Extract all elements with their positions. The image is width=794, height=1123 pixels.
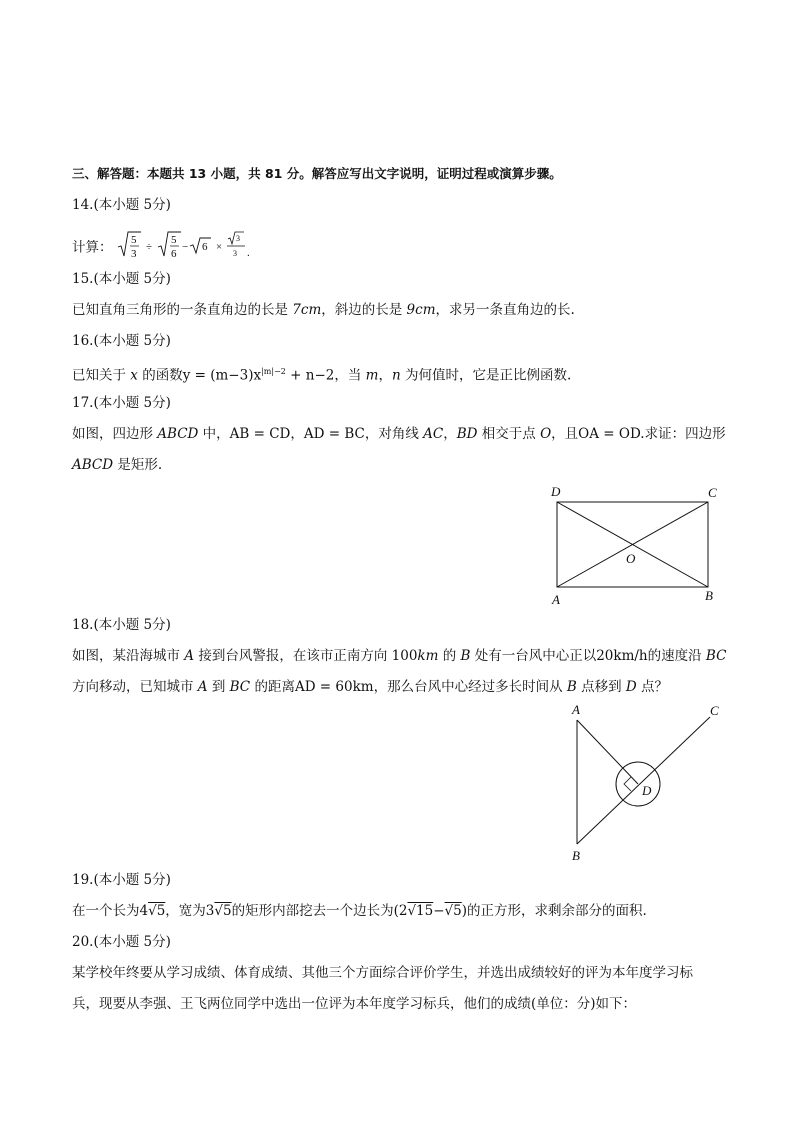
question-20-line2: 兵，现要从李强、王飞两位同学中选出一位评为本年度学习标兵，他们的成绩(单位：分)如下： <box>72 996 637 1012</box>
question-19-header: 19.(本小题 5分) <box>72 872 171 888</box>
text-segment: 的函数 <box>137 367 183 384</box>
segment-ad <box>577 720 638 784</box>
minus-sign: − <box>181 241 189 253</box>
label-o: O <box>626 551 636 566</box>
radical-15: √15 <box>407 903 434 919</box>
var-bd: BD <box>456 426 478 442</box>
text-segment: 为何值时，它是正比例函数. <box>400 367 572 384</box>
radical-sign <box>190 238 211 253</box>
text-segment: 点？ <box>636 679 669 695</box>
radical-5: √5 <box>148 903 166 919</box>
var-a: A <box>197 679 208 695</box>
text-segment: 到 <box>207 679 230 695</box>
text-segment: )的正方形，求剩余部分的面积. <box>461 903 647 919</box>
text-segment: ，宽为3 <box>165 903 215 919</box>
function-tail: + n−2 <box>285 367 335 384</box>
label-b: B <box>572 848 580 863</box>
label-d: D <box>551 484 561 499</box>
var-d: D <box>625 679 637 695</box>
text-segment: 是矩形. <box>113 457 163 473</box>
question-14-header: 14.(本小题 5分) <box>72 197 171 213</box>
question-15-header: 15.(本小题 5分) <box>72 271 171 287</box>
label-b: B <box>705 588 713 603</box>
separator: ， <box>443 426 457 442</box>
radicand: 6 <box>201 241 208 253</box>
text-segment: 处有一台风中心正以20km/h的速度沿 <box>470 648 706 664</box>
typhoon-figure <box>560 700 740 868</box>
text-segment: 已知直角三角形的一条直角边的长是 <box>72 302 293 318</box>
text-segment: 方向移动，已知城市 <box>72 679 198 695</box>
distance-value: 100 <box>391 648 418 664</box>
radical-5: √5 <box>444 903 462 919</box>
text-segment: ，求另一条直角边的长. <box>435 302 575 318</box>
question-18-line1 <box>72 646 726 666</box>
var-a: A <box>184 648 195 664</box>
segment-bc <box>577 717 710 844</box>
text-segment: 相交于点 <box>477 426 541 442</box>
period: . <box>246 247 250 259</box>
frac-den: 6 <box>170 248 177 260</box>
question-17-header: 17.(本小题 5分) <box>72 395 171 411</box>
text-segment: 的矩形内部挖去一个边长为(2 <box>231 903 408 919</box>
label-a: A <box>552 592 560 607</box>
var-bc: BC <box>705 648 727 664</box>
var-m: m <box>365 367 379 384</box>
value-9cm: 9cm <box>406 302 436 318</box>
question-20-header: 20.(本小题 5分) <box>72 934 171 950</box>
times-sign: × <box>215 241 223 253</box>
var-b: B <box>566 679 577 695</box>
question-17-line2 <box>72 455 162 475</box>
text-segment: 如图，某沿海城市 <box>72 648 185 664</box>
question-20-line1: 某学校年终要从学习成绩、体育成绩、其他三个方面综合评价学生，并选出成绩较好的评为本年度学习标 <box>72 965 693 981</box>
var-bc: BC <box>229 679 251 695</box>
question-15-body <box>72 300 575 320</box>
function-expression: y = (m−3)x <box>182 367 262 384</box>
question-19-body <box>72 901 647 921</box>
var-o: O <box>540 426 552 442</box>
frac-num: 5 <box>130 234 137 246</box>
text-segment: 的距离AD = 60km，那么台风中心经过多长时间从 <box>250 679 567 695</box>
q14-prefix: 计算： <box>72 239 113 256</box>
distance-unit: km <box>417 648 439 664</box>
text-segment: 的 <box>438 648 461 664</box>
right-angle-mark <box>624 777 631 791</box>
var-abcd: ABCD <box>157 426 199 442</box>
question-16-header: 16.(本小题 5分) <box>72 333 171 349</box>
rectangle-figure <box>540 480 730 610</box>
text-segment: 已知关于 <box>72 367 131 384</box>
frac-num: 5 <box>170 234 177 246</box>
question-16-body <box>72 362 571 386</box>
question-18-line2 <box>72 677 668 697</box>
radical-5: √5 <box>214 903 232 919</box>
exponent: |m|−2 <box>261 367 286 376</box>
value-7cm: 7cm <box>292 302 322 318</box>
label-d: D <box>642 783 652 798</box>
label-c: C <box>708 485 717 500</box>
var-n: n <box>391 367 401 384</box>
div-sign: ÷ <box>145 241 152 253</box>
q14-expression <box>117 229 267 263</box>
text-segment: 点移到 <box>576 679 626 695</box>
var-b: B <box>460 648 471 664</box>
minus-sign: − <box>433 903 445 919</box>
section-title: 三、解答题：本题共 13 小题，共 81 分。解答应写出文字说明，证明过程或演算步骤。 <box>72 166 562 181</box>
text-segment: ，当 <box>334 367 366 384</box>
text-segment: ，且OA = OD.求证：四边形 <box>551 426 726 442</box>
radical-sign <box>118 232 141 256</box>
question-14-body <box>72 231 267 265</box>
text-segment: 在一个长为4 <box>72 903 149 919</box>
var-x: x <box>130 367 138 384</box>
label-a: A <box>572 702 580 717</box>
var-ac: AC <box>423 426 444 442</box>
frac-den: 3 <box>232 249 237 258</box>
text-segment: 如图，四边形 <box>72 426 158 442</box>
text-segment: 中，AB = CD，AD = BC，对角线 <box>198 426 424 442</box>
radical-sign <box>158 232 181 256</box>
frac-den: 3 <box>130 248 137 260</box>
question-17-line1 <box>72 424 726 444</box>
text-segment: ，斜边的长是 <box>321 302 407 318</box>
frac-num: 3 <box>235 234 240 243</box>
question-18-header: 18.(本小题 5分) <box>72 617 171 633</box>
label-c: C <box>710 703 719 718</box>
separator: ， <box>378 367 392 384</box>
var-abcd: ABCD <box>72 457 114 473</box>
text-segment: 接到台风警报，在该市正南方向 <box>194 648 392 664</box>
